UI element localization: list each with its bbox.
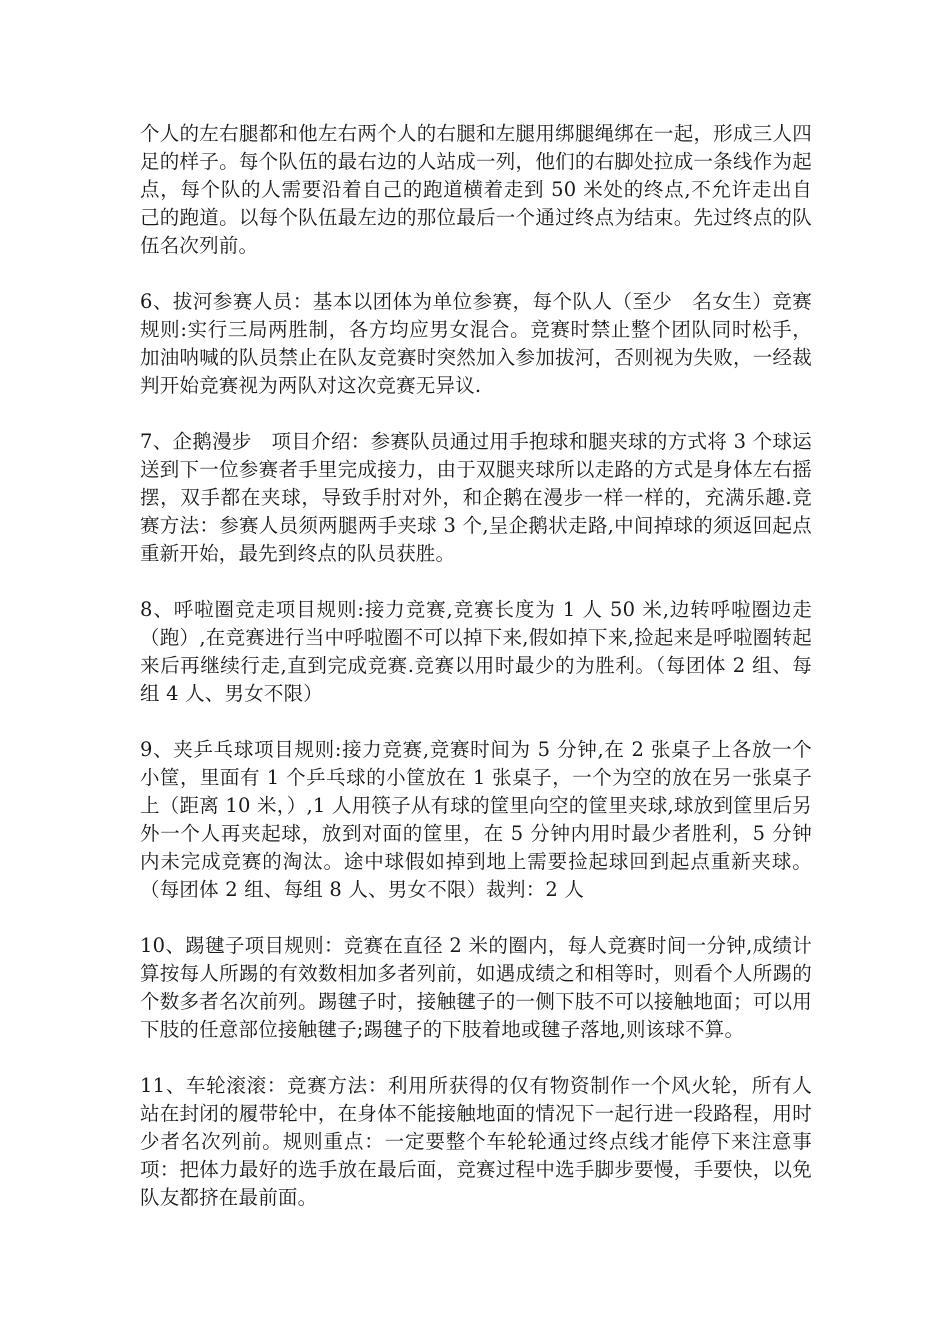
paragraph-penguin-walk: 7、企鹅漫步 项目介绍：参赛队员通过用手抱球和腿夹球的方式将 3 个球运送到下一位参赛者手里完成接力，由于双腿夹球所以走路的方式是身体左右摇摆，双手都在夹球，导致手肘对外，和企鹅在漫步一样一样的，充满乐趣.竞赛方法：参赛人员须两腿两手夹球 3 个,呈企鹅状走路,中间掉球的须返回起点重新开始，最先到终点的队员获胜。	[140, 430, 812, 565]
paragraph-hula-hoop-walk: 8、呼啦圈竞走项目规则:接力竞赛,竞赛长度为 1 人 50 米,边转呼啦圈边走（跑）,在竞赛进行当中呼啦圈不可以掉下来,假如掉下来,捡起来是呼啦圈转起来后再继续行走,直到完成竞赛.竞赛以用时最少的为胜利。（每团体 2 组、每组 4 人、男女不限）	[140, 598, 812, 705]
paragraph-intro-continuation: 个人的左右腿都和他左右两个人的右腿和左腿用绑腿绳绑在一起，形成三人四足的样子。每个队伍的最右边的人站成一列，他们的右脚处拉成一条线作为起点，每个队的人需要沿着自己的跑道横着走到 50 米处的终点,不允许走出自己的跑道。以每个队伍最左边的那位最后一个通过终点为结束。先过终点的队伍名次列前。	[140, 122, 812, 257]
paragraph-ping-pong-pickup: 9、夹乒乓球项目规则:接力竞赛,竞赛时间为 5 分钟,在 2 张桌子上各放一个小筐，里面有 1 个乒乓球的小筐放在 1 张桌子，一个为空的放在另一张桌子上（距离 10 米，）,1 人用筷子从有球的筐里向空的筐里夹球,球放到筐里后另外一个人再夹起球，放到对面的筐里，在 5 分钟内用时最少者胜利，5 分钟内未完成竞赛的淘汰。途中球假如掉到地上需要捡起球回到起点重新夹球。（每团体 2 组、每组 8 人、男女不限）裁判：2 人	[140, 738, 812, 901]
paragraph-tug-of-war: 6、拔河参赛人员：基本以团体为单位参赛，每个队人（至少 名女生）竞赛规则:实行三局两胜制，各方均应男女混合。竞赛时禁止整个团队同时松手，加油呐喊的队员禁止在队友竞赛时突然加入参加拔河，否则视为失败，一经裁判开始竞赛视为两队对这次竞赛无异议.	[140, 290, 812, 397]
paragraph-rolling-wheel: 11、车轮滚滚：竞赛方法：利用所获得的仅有物资制作一个风火轮，所有人站在封闭的履带轮中，在身体不能接触地面的情况下一起行进一段路程，用时少者名次列前。规则重点：一定要整个车轮轮通过终点线才能停下来注意事项：把体力最好的选手放在最后面，竞赛过程中选手脚步要慢，手要快，以免队友都挤在最前面。	[140, 1074, 812, 1209]
paragraph-shuttlecock-kicking: 10、踢毽子项目规则：竞赛在直径 2 米的圈内，每人竞赛时间一分钟,成绩计算按每人所踢的有效数相加多者列前，如遇成绩之和相等时，则看个人所踢的个数多者名次前列。踢毽子时，接触毽子的一侧下肢不可以接触地面；可以用下肢的任意部位接触毽子;踢毽子的下肢着地或毽子落地,则该球不算。	[140, 934, 812, 1041]
document-body	[140, 120, 812, 1212]
